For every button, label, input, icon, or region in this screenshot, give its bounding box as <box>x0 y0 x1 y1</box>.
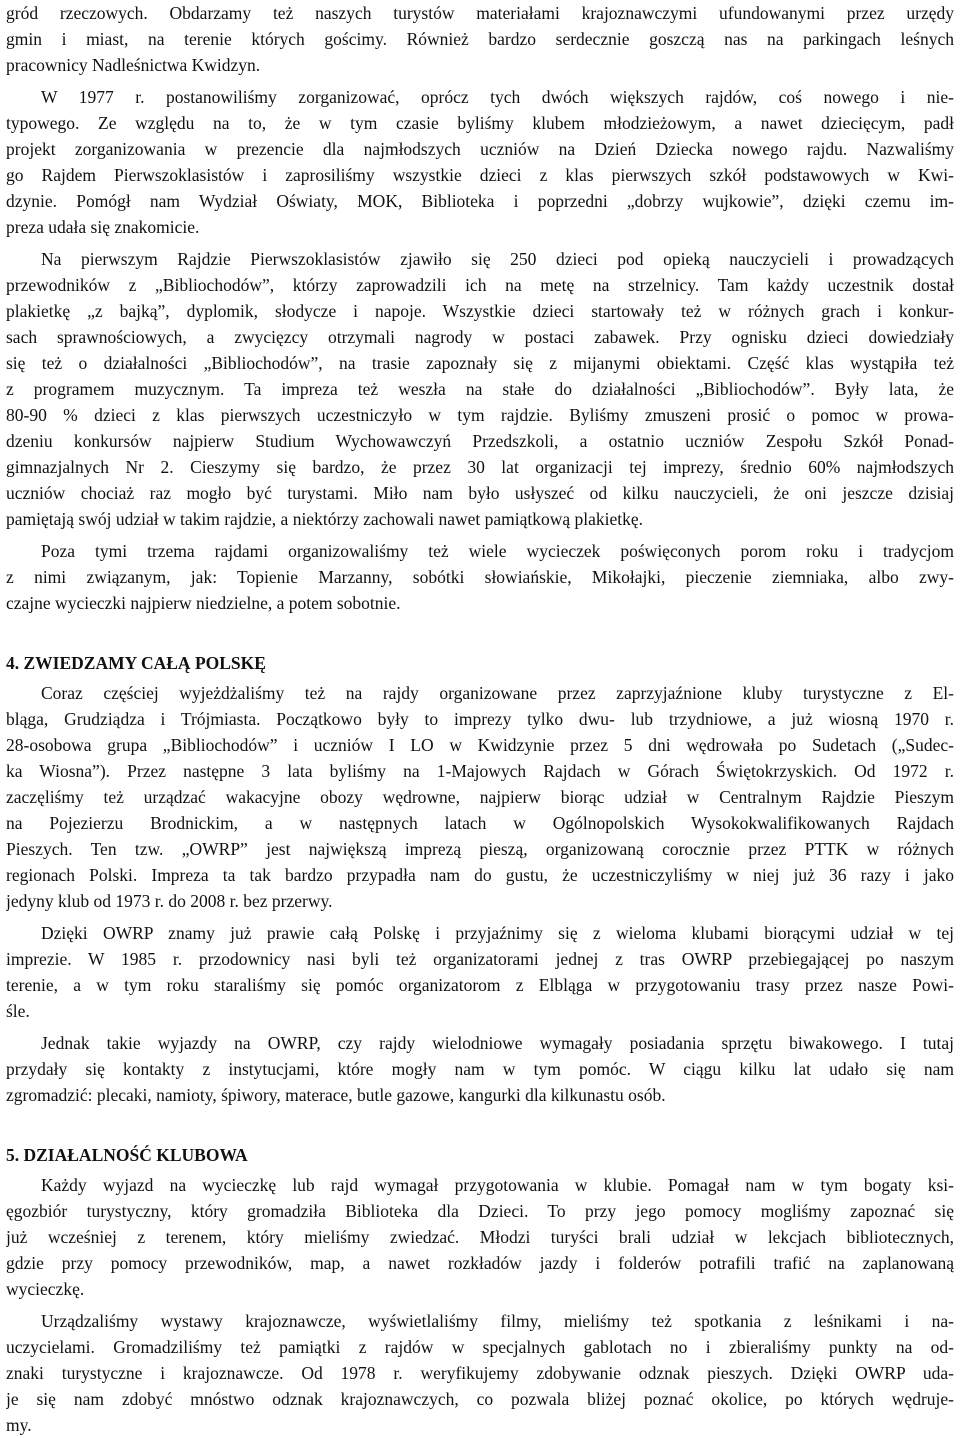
text-line: ka Wiosna”). Przez następne 3 lata byliśmy na 1-Majowych Rajdach w Górach Świętokrzyskich. Od 1972 r. <box>6 761 954 781</box>
text-line: gmin i miast, na terenie których gościmy. Również bardzo serdecznie goszczą nas na parkingach leśnych <box>6 29 954 49</box>
text-line: czajne wycieczki najpierw niedzielne, a potem sobotnie. <box>6 593 401 613</box>
text-line: jedyny klub od 1973 r. do 2008 r. bez przerwy. <box>6 891 333 911</box>
paragraph-rallies <box>6 680 954 914</box>
paragraph-owrp <box>6 920 954 1024</box>
text-line: plakietkę „z bajką”, dyplomik, słodycze i napoje. Wszystkie dzieci startowały też w różnych grach i konkur- <box>6 301 954 321</box>
text-line: z programem muzycznym. Ta impreza też weszła na stałe do działalności „Bibliochodów”. Były lata, że <box>6 379 954 399</box>
text-line: znaki turystyczne i krajoznawcze. Od 1978 r. weryfikujemy zdobywanie odznak pieszych. Dzięki OWRP uda- <box>6 1363 954 1383</box>
text-line: regionach Polski. Impreza ta tak bardzo przypadła nam do gustu, że uczestniczyliśmy w niej już 36 razy i jako <box>6 865 954 885</box>
text-line: Jednak takie wyjazdy na OWRP, czy rajdy wielodniowe wymagały posiadania sprzętu biwakowego. I tutaj <box>41 1033 954 1053</box>
text-line: zaczęliśmy też urządzać wakacyjne obozy wędrowne, najpierw biorąc udział w Centralnym Rajdzie Pieszym <box>6 787 954 807</box>
paragraph-equipment <box>6 1030 954 1108</box>
section-heading-4: 4. ZWIEDZAMY CAŁĄ POLSKĘ <box>6 653 266 673</box>
text-line: przydały się kontakty z instytucjami, które mogły nam w tym pomóc. W ciągu kilku lat udało się nam <box>6 1059 954 1079</box>
text-line: Każdy wyjazd na wycieczkę lub rajd wymagał przygotowania w klubie. Pomagał nam w tym bogaty ksi- <box>41 1175 954 1195</box>
paragraph-first-rally <box>6 246 954 532</box>
text-line: ęgozbiór turystyczny, który gromadziła Biblioteka dla Dzieci. To przy jego pomocy mogliśmy zapoznać się <box>6 1201 954 1221</box>
text-line: Urządzaliśmy wystawy krajoznawcze, wyświetlaliśmy filmy, mieliśmy też spotkania z leśnikami i na- <box>41 1311 954 1331</box>
text-line: 28-osobowa grupa „Bibliochodów” i uczniów I LO w Kwidzynie przez 5 dni wędrowała po Sudetach („Sudec- <box>6 735 954 755</box>
text-line: uczycielami. Gromadziliśmy też pamiątki z rajdów w specjalnych gablotach no i zbieraliśmy punkty na od- <box>6 1337 954 1357</box>
text-line: Dzięki OWRP znamy już prawie całą Polskę i przyjaźnimy się z wieloma klubami biorącymi udział w tej <box>41 923 954 943</box>
text-line: wycieczkę. <box>6 1279 85 1299</box>
section-heading-5: 5. DZIAŁALNOŚĆ KLUBOWA <box>6 1145 248 1165</box>
text-line: je się nam zdobyć mnóstwo odznak krajoznawczych, co pozwala bliżej poznać okolice, po których wędruje- <box>6 1389 954 1409</box>
text-line: Coraz częściej wyjeżdżaliśmy też na rajdy organizowane przez zaprzyjaźnione kluby turystyczne z El- <box>41 683 954 703</box>
text-line: my. <box>6 1415 32 1435</box>
text-line: się też o działalności „Bibliochodów”, na trasie zapoznały się z mijanymi obiektami. Część klas wystąpiła też <box>6 353 954 373</box>
text-line: imprezie. W 1985 r. przodownicy nasi byli też organizatorami jednej z tras OWRP przebiegającej po naszym <box>6 949 954 969</box>
paragraph-club-preparation <box>6 1172 954 1302</box>
text-line: sach sprawnościowych, a zwycięzcy otrzymali nagrody w postaci zabawek. Przy ognisku dzieci dowiedziały <box>6 327 954 347</box>
text-line: z nimi związanym, jak: Topienie Marzanny, sobótki słowiańskie, Mikołajki, pieczenie ziemniaka, albo zwy- <box>6 567 954 587</box>
text-line: na Pojezierzu Brodnickim, a w następnych latach w Ogólnopolskich Wysokokwalifikowanych Rajdach <box>6 813 954 833</box>
text-line: gród rzeczowych. Obdarzamy też naszych turystów materiałami krajoznawczymi ufundowanymi przez urzędy <box>6 3 954 23</box>
paragraph-exhibitions <box>6 1308 954 1438</box>
text-line: pamiętają swój udział w takim rajdzie, a niektórzy zachowali nawet pamiątkową plakietkę. <box>6 509 644 529</box>
text-line: Na pierwszym Rajdzie Pierwszoklasistów zjawiło się 250 dzieci pod opieką nauczycieli i prowadzących <box>41 249 954 269</box>
paragraph-1977 <box>6 84 954 240</box>
text-line: dzynie. Pomógł nam Wydział Oświaty, MOK, Biblioteka i poprzedni „dobrzy wujkowie”, dzięki czemu im- <box>6 191 954 211</box>
text-line: W 1977 r. postanowiliśmy zorganizować, oprócz tych dwóch większych rajdów, coś nowego i nie- <box>41 87 954 107</box>
text-line: bląga, Grudziądza i Trójmiasta. Początkowo były to imprezy tylko dwu- lub trzydniowe, a już wiosną 1970 r. <box>6 709 954 729</box>
text-line: terenie, a w tym roku staraliśmy się pomóc organizatorom z Elbląga w przygotowaniu trasy przez nasze Powi- <box>6 975 954 995</box>
text-line: zgromadzić: plecaki, namioty, śpiwory, materace, butle gazowe, kangurki dla kilkunastu osób. <box>6 1085 666 1105</box>
paragraph-gifts <box>6 0 954 78</box>
text-line: Pieszych. Ten tzw. „OWRP” jest największą imprezą pieszą, organizowaną corocznie przez PTTK w różnych <box>6 839 954 859</box>
text-line: gimnazjalnych Nr 2. Cieszymy się bardzo, że przez 30 lat organizacji tej imprezy, średnio 60% najmłodszych <box>6 457 954 477</box>
paragraph-other-trips <box>6 538 954 616</box>
text-line: 80-90 % dzieci z klas pierwszych uczestniczyło w tym rajdzie. Byliśmy zmuszeni prosić o pomoc w prowa- <box>6 405 954 425</box>
text-line: typowego. Ze względu na to, że w tym czasie byliśmy klubem młodzieżowym, a nawet dziecięcym, padł <box>6 113 954 133</box>
text-line: już wcześniej z terenem, który mieliśmy zwiedzać. Młodzi turyści brali udział w lekcjach bibliotecznych, <box>6 1227 954 1247</box>
text-line: dzeniu konkursów najpierw Studium Wychowawczyń Przedszkoli, a ostatnio uczniów Zespołu Szkół Ponad- <box>6 431 954 451</box>
text-line: gdzie przy pomocy przewodników, map, a nawet rozkładów jazdy i folderów potrafili trafić na zaplanowaną <box>6 1253 954 1273</box>
text-line: projekt zorganizowania w prezencie dla najmłodszych uczniów na Dzień Dziecka nowego rajdu. Nazwaliśmy <box>6 139 954 159</box>
text-line: pracownicy Nadleśnictwa Kwidzyn. <box>6 55 261 75</box>
text-line: go Rajdem Pierwszoklasistów i zaprosiliśmy wszystkie dzieci z klas pierwszych szkół podstawowych w Kwi- <box>6 165 954 185</box>
text-line: śle. <box>6 1001 30 1021</box>
text-line: Poza tymi trzema rajdami organizowaliśmy też wiele wycieczek poświęconych porom roku i tradycjom <box>41 541 954 561</box>
text-line: przewodników z „Bibliochodów”, którzy zaprowadzili ich na metę na strzelnicy. Tam każdy uczestnik dostał <box>6 275 954 295</box>
text-line: preza udała się znakomicie. <box>6 217 200 237</box>
text-line: uczniów chociaż raz mogło być turystami. Miło nam było usłyszeć od kilku nauczycieli, że oni jeszcze dzisiaj <box>6 483 954 503</box>
